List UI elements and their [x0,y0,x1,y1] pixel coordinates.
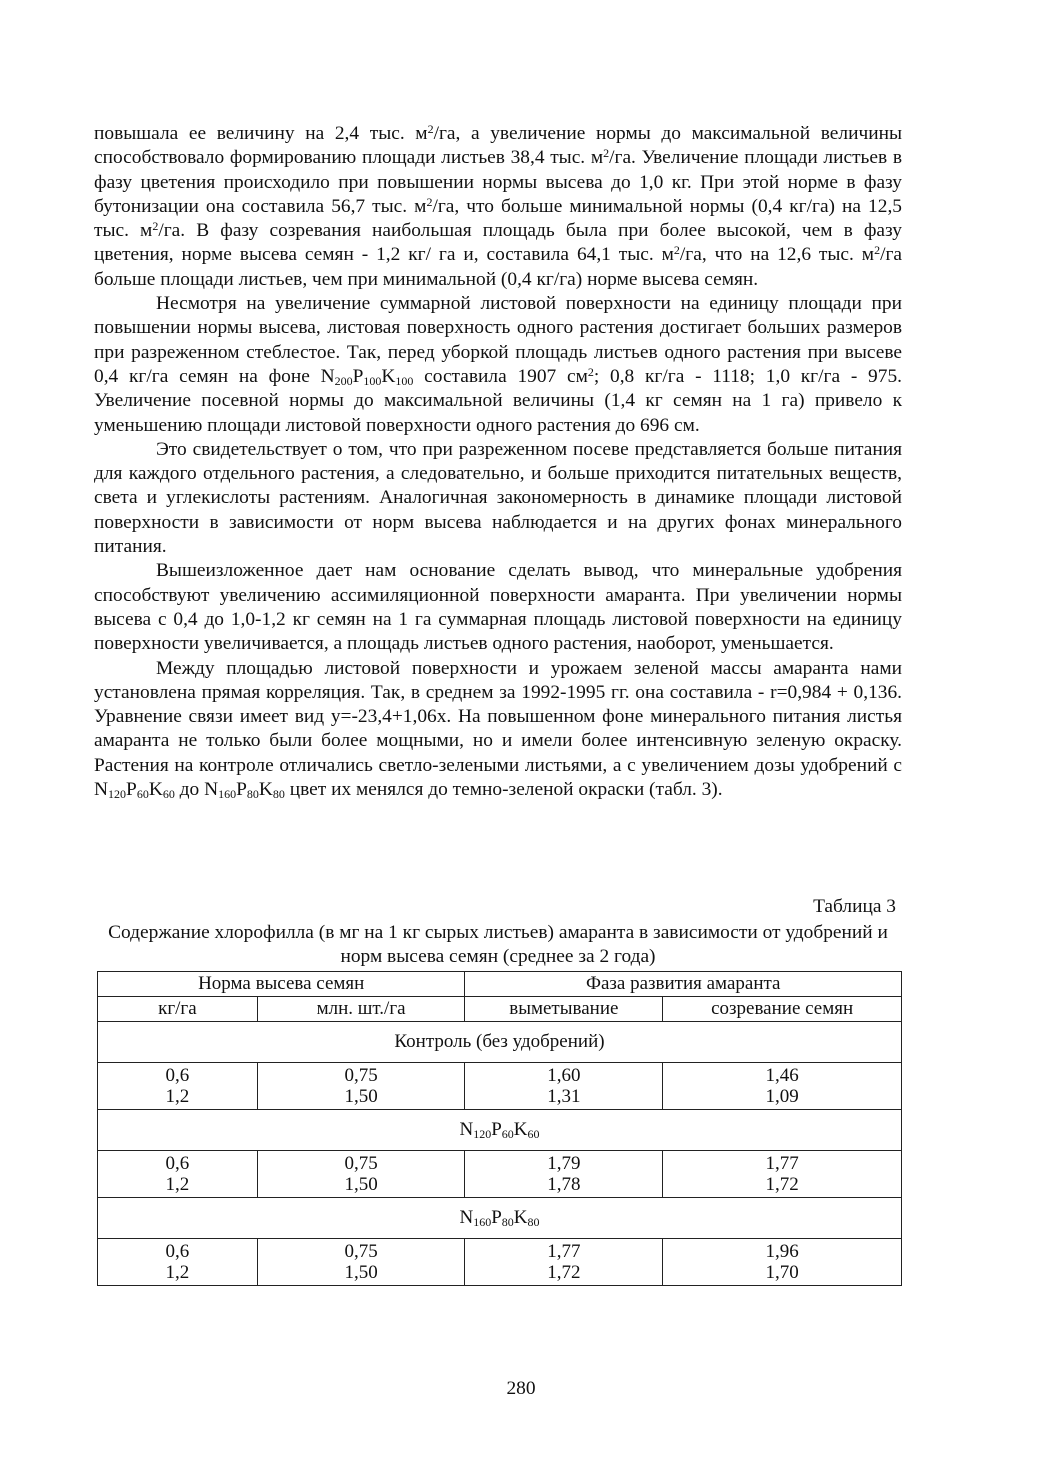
text-run: N [459,1207,474,1228]
subscript: 80 [501,1215,514,1229]
text-run: K [148,779,163,801]
group-title-row [98,1022,902,1063]
cell-value: 1,09 [765,1086,799,1107]
cell-value: 1,50 [344,1174,378,1195]
header-heading: выметывание [465,997,663,1022]
text-run: /га, а увеличение нормы до максимальной величины способствовало формированию площади листьев 38,4 тыс. м [94,123,902,169]
table-caption: Содержание хлорофилла (в мг на 1 кг сырых листьев) амаранта в зависимости от удобрений и норм высева семян (среднее за 2 года) [108,922,888,967]
cell-ripening [663,1239,902,1286]
cell-mln [257,1151,465,1198]
cell-heading [465,1151,663,1198]
subscript: 120 [473,1127,492,1141]
text-run: K [381,365,396,387]
header-seed-ripening: созревание семян [663,997,902,1022]
cell-value: 1,72 [547,1262,581,1283]
table-row [98,1151,902,1198]
text-run: повышала ее величину на 2,4 тыс. м [94,123,428,144]
text-run: /га, что на 12,6 тыс. м [679,244,875,266]
paragraph-5 [94,657,902,803]
table-label: Таблица 3 [813,896,896,917]
table-subheader-row [98,997,902,1022]
group-title-n120p60k60 [98,1110,902,1151]
cell-value: 1,46 [765,1065,799,1086]
cell-value: 0,6 [165,1241,190,1262]
cell-value: 0,6 [165,1065,190,1086]
group-title-row [98,1198,902,1239]
cell-kg [98,1151,258,1198]
text-run: Между площадью листовой поверхности и урожаем зеленой массы амаранта нами установлена прямая корреляция. Так, в среднем за 1992-1995 гг. она составила - r=0,984 + 0,136. Уравнение связи имеет вид y=-23,4+1,06x. На повышенном фоне минерального питания листья амаранта не только были более мощными, но и имели более интенсивную зеленую окраску. Растения на контроле отличались светло-зелеными листьями, а с увеличением дозы удобрений с N [94,657,902,801]
cell-heading [465,1063,663,1110]
text-run: K [513,1207,528,1228]
subscript: 100 [395,373,414,388]
cell-mln [257,1239,465,1286]
cell-value: 1,79 [547,1153,581,1174]
table-header-row [98,972,902,997]
text-run: /га. В фазу созревания наибольшая площадь была при более высокой, чем в фазу цветения, норме высева семян - 1,2 кг/ га и, составила 64,1 тыс. м [94,220,902,266]
text-run: /га, что больше минимальной нормы (0,4 кг/га) на 12,5 тыс. м [94,195,902,242]
subscript: 60 [162,787,175,802]
text-run: P [491,1119,502,1140]
page-number: 280 [506,1378,536,1399]
cell-value: 1,2 [165,1262,190,1283]
cell-value: 0,75 [344,1065,378,1086]
subscript: 160 [473,1215,492,1229]
header-seeding-rate: Норма высева семян [98,972,465,997]
cell-value: 1,60 [547,1065,581,1086]
subscript: 120 [108,787,127,802]
cell-value: 1,50 [344,1086,378,1107]
superscript: 2 [874,243,881,258]
superscript: 2 [587,364,594,379]
text-run: K [513,1119,528,1140]
text-run: цвет их менялся до темно-зеленой окраски (табл. 3). [284,779,723,801]
text-run: до N [174,779,219,801]
cell-kg [98,1239,258,1286]
text-run: /га больше площади листьев, чем при минимальной (0,4 кг/га) норме высева семян. [94,244,903,290]
cell-value: 1,50 [344,1262,378,1283]
cell-mln [257,1063,465,1110]
cell-ripening [663,1063,902,1110]
text-run: P [491,1207,502,1228]
text-run: P [236,779,247,801]
text-run: P [352,365,364,387]
superscript: 2 [152,219,159,234]
header-kg-per-ha: кг/га [98,997,258,1022]
cell-value: 1,31 [547,1086,581,1107]
body-text [94,122,902,802]
cell-value: 1,2 [165,1086,190,1107]
subscript: 80 [246,787,259,802]
subscript: 80 [272,787,285,802]
paragraph-3: Это свидетельствует о том, что при разреженном посеве представляется больше питания для каждого отдельного растения, а следовательно, и больше приходится питательных веществ, света и углекислоты растениям. Аналогичная закономерность в динамике площади листовой поверхности в зависимости от норм высева наблюдается и на других фонах минерального питания. [94,438,902,558]
cell-value: 1,78 [547,1174,581,1195]
paragraph-1 [94,122,902,292]
paragraph-2 [94,292,902,438]
text-run: N [459,1119,474,1140]
subscript: 60 [501,1127,514,1141]
text-run: Несмотря на увеличение суммарной листовой поверхности на единицу площади при повышении нормы высева, листовая поверхность одного растения достигает больших размеров при разреженном стеблестое. Так, перед уборкой площадь листьев одного растения при высеве 0,4 кг/га семян на фоне N [94,293,902,387]
text-run: P [126,779,137,801]
text-run: составила 1907 см [413,365,588,387]
text-run: ; 0,8 кг/га - 1118; 1,0 кг/га - 975. Увеличение посевной нормы до максимальной величины (1,4 кг семян на 1 га) привело к уменьшению площади листовой поверхности одного растения до 696 см. [94,365,902,436]
cell-value: 0,75 [344,1153,378,1174]
superscript: 2 [603,146,610,161]
subscript: 60 [136,787,149,802]
cell-value: 1,72 [765,1174,799,1195]
cell-value: 1,77 [547,1241,581,1262]
subscript: 60 [527,1127,540,1141]
subscript: 200 [334,373,353,388]
text-run: K [258,779,273,801]
cell-ripening [663,1151,902,1198]
cell-heading [465,1239,663,1286]
group-title-control: Контроль (без удобрений) [98,1022,902,1063]
cell-value: 1,70 [765,1262,799,1283]
text-run: /га. Увеличение площади листьев в фазу цветения происходило при повышении нормы высева до 1,0 кг. При этой норме в фазу бутонизации она составила 56,7 тыс. м [94,147,902,217]
cell-value: 0,75 [344,1241,378,1262]
header-mln-per-ha: млн. шт./га [257,997,465,1022]
table-row [98,1063,902,1110]
paragraph-4: Вышеизложенное дает нам основание сделать вывод, что минеральные удобрения способствуют увеличению ассимиляционной поверхности амаранта. При увеличении нормы высева с 0,4 до 1,0-1,2 кг семян на 1 га суммарная площадь листовой поверхности на единицу поверхности увеличивается, а площадь листьев одного растения, наоборот, уменьшается. [94,560,902,655]
chlorophyll-table [97,971,902,1286]
cell-value: 1,96 [765,1241,799,1262]
superscript: 2 [673,243,680,258]
table-row [98,1239,902,1286]
group-title-n160p80k80 [98,1198,902,1239]
superscript: 2 [427,122,434,136]
subscript: 80 [527,1215,540,1229]
cell-value: 0,6 [165,1153,190,1174]
group-title-row [98,1110,902,1151]
cell-value: 1,2 [165,1174,190,1195]
header-development-phase: Фаза развития амаранта [465,972,902,997]
subscript: 160 [218,787,237,802]
cell-value: 1,77 [765,1153,799,1174]
subscript: 100 [363,373,382,388]
superscript: 2 [426,194,433,209]
cell-kg [98,1063,258,1110]
